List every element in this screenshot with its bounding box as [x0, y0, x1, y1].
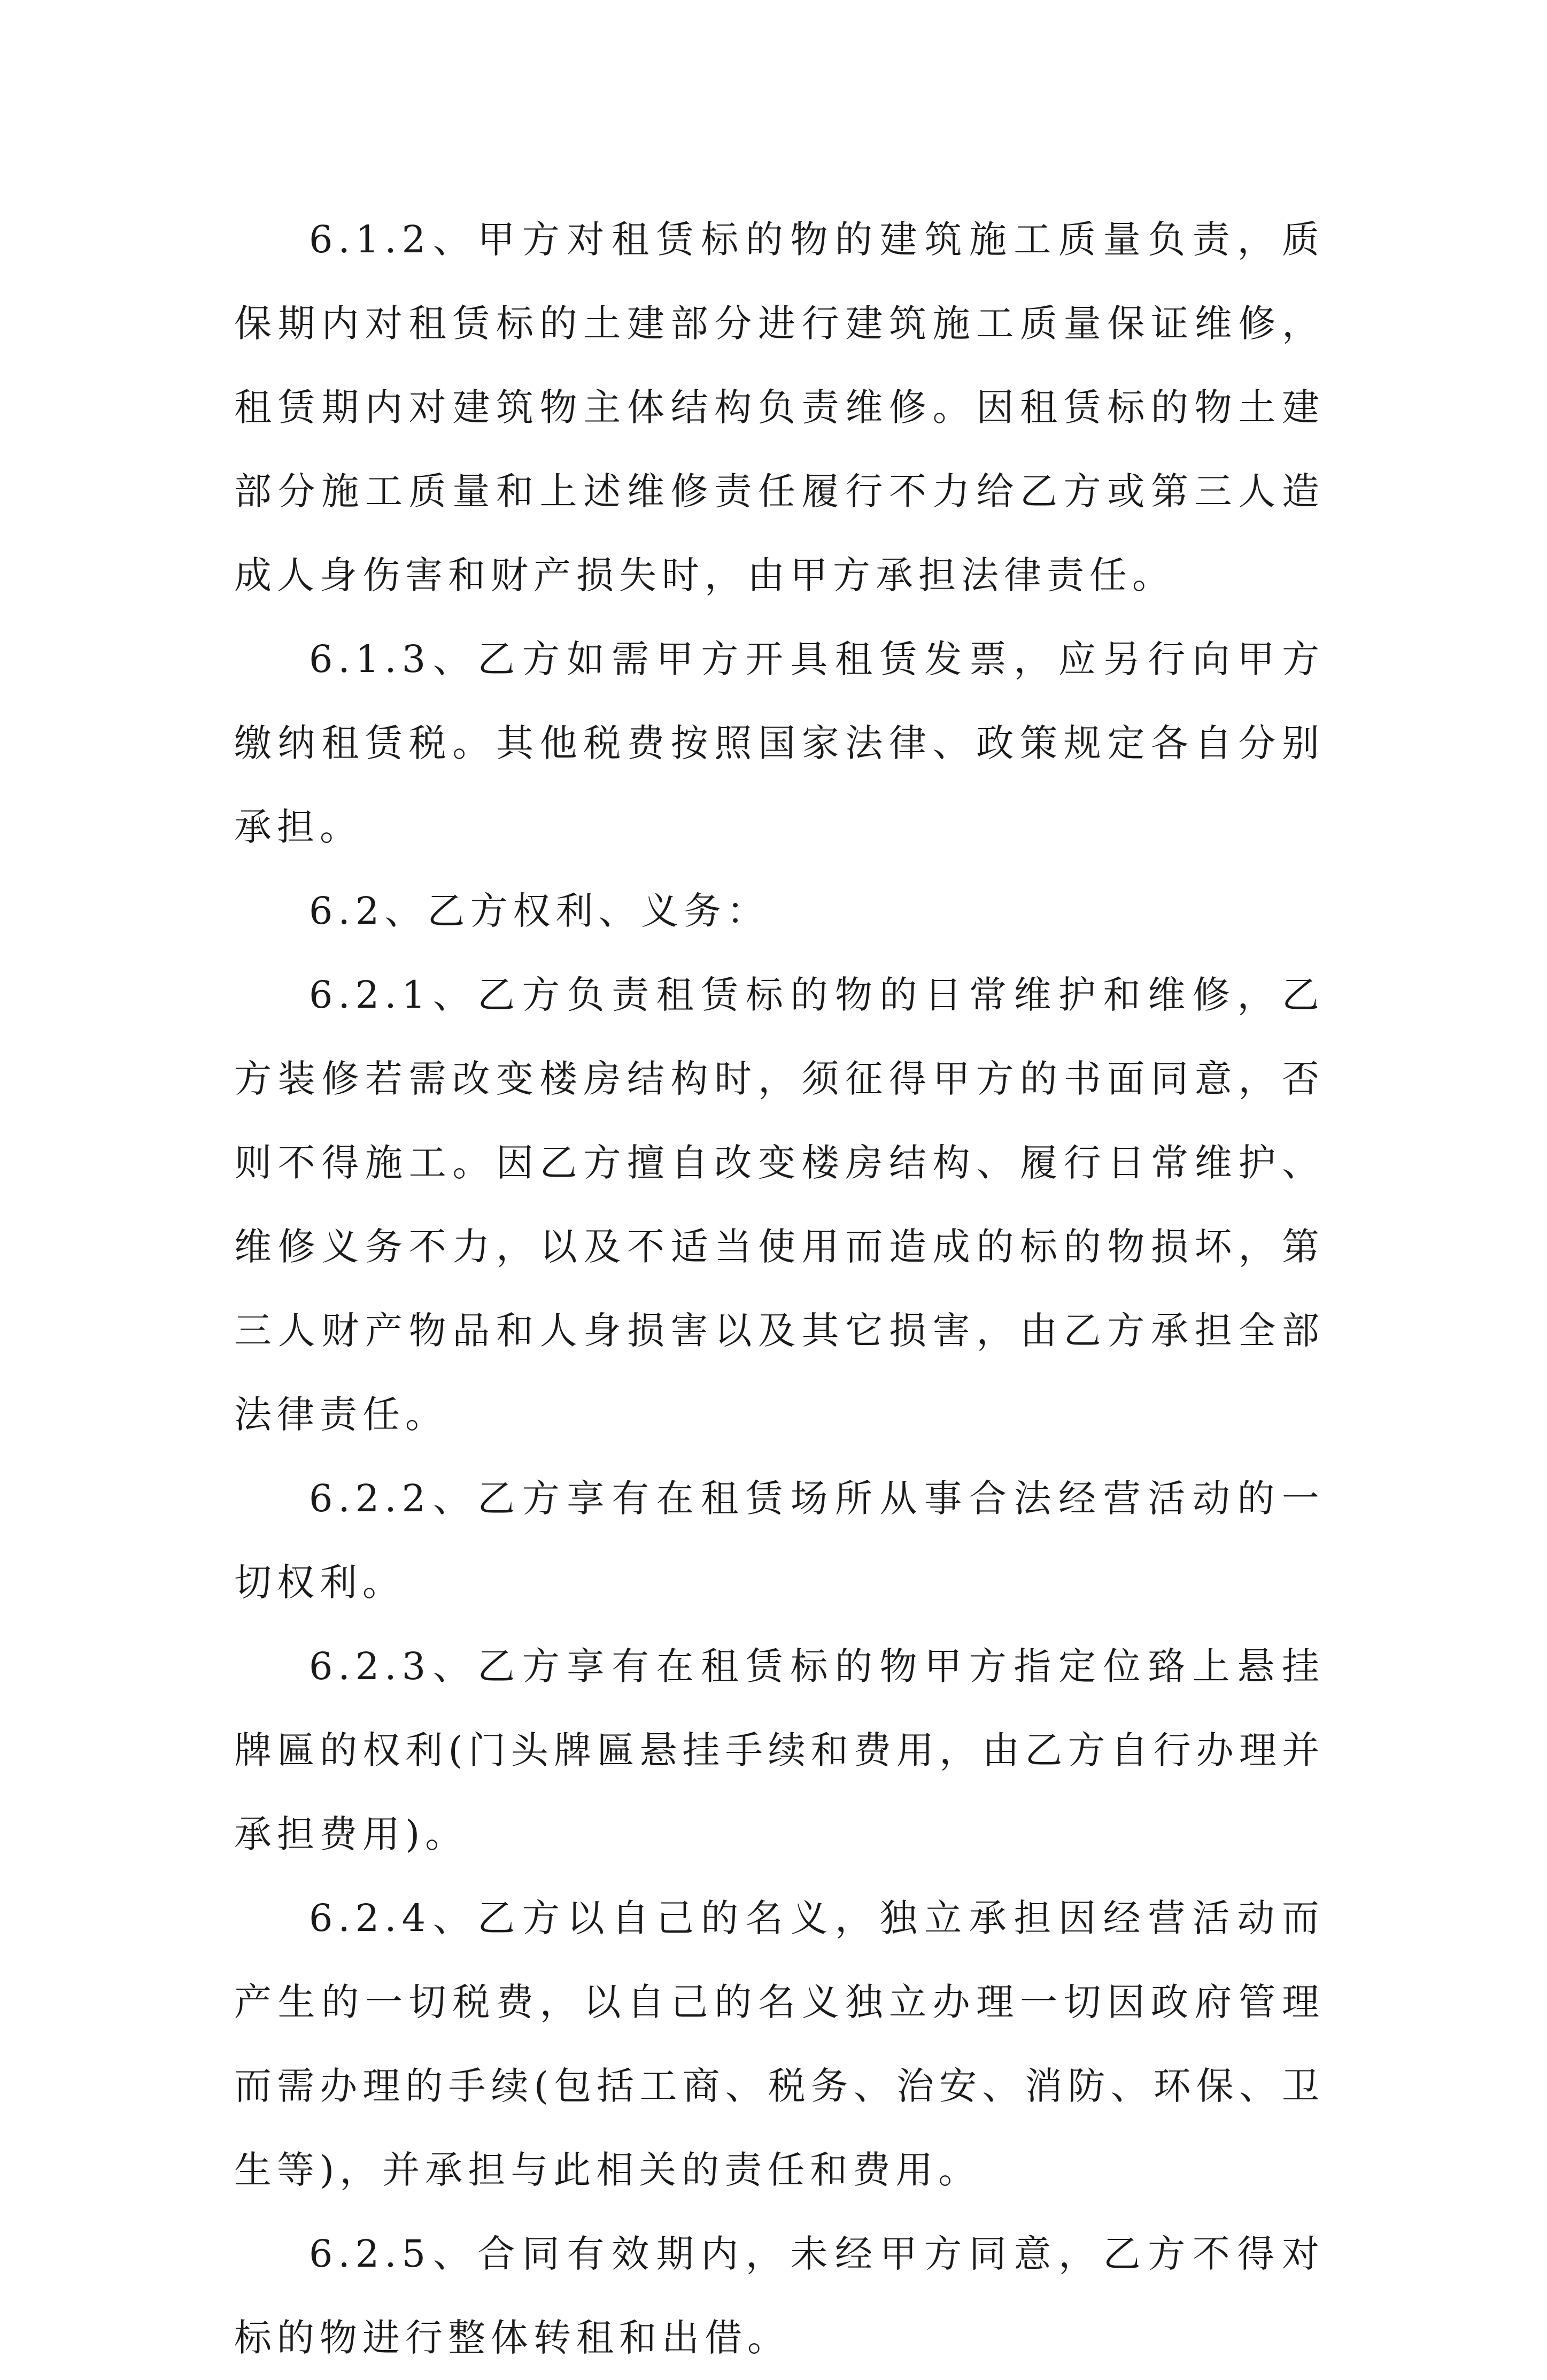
paragraph-6-2: 6.2、乙方权利、义务： — [309, 889, 770, 933]
paragraph-6-2-2: 6.2.2、乙方享有在租赁场所从事合法经营活动的一切权利。 — [234, 1477, 1325, 1604]
paragraph-6-1-3: 6.1.3、乙方如需甲方开具租赁发票，应另行向甲方缴纳租赁税。其他税费按照国家法律、政策规定各自分别承担。 — [234, 637, 1325, 849]
paragraph-6-2-3: 6.2.3、乙方享有在租赁标的物甲方指定位臵上悬挂牌匾的权利(门头牌匾悬挂手续和费用，由乙方自行办理并承担费用)。 — [234, 1644, 1325, 1856]
document-body — [234, 198, 1325, 2380]
paragraph-6-2-5: 6.2.5、合同有效期内，未经甲方同意，乙方不得对标的物进行整体转租和出借。 — [234, 2232, 1325, 2360]
paragraph-6-2-1: 6.2.1、乙方负责租赁标的物的日常维护和维修，乙方装修若需改变楼房结构时，须征得甲方的书面同意，否则不得施工。因乙方擅自改变楼房结构、履行日常维护、维修义务不力，以及不适当使用而造成的标的物损坏，第三人财产物品和人身损害以及其它损害，由乙方承担全部法律责任。 — [234, 973, 1325, 1436]
paragraph-6-2-4: 6.2.4、乙方以自己的名义，独立承担因经营活动而产生的一切税费，以自己的名义独立办理一切因政府管理而需办理的手续(包括工商、税务、治安、消防、环保、卫生等)，并承担与此相关的责任和费用。 — [234, 1896, 1325, 2192]
paragraph-6-1-2: 6.1.2、甲方对租赁标的物的建筑施工质量负责，质保期内对租赁标的土建部分进行建筑施工质量保证维修，租赁期内对建筑物主体结构负责维修。因租赁标的物土建部分施工质量和上述维修责任履行不力给乙方或第三人造成人身伤害和财产损失时，由甲方承担法律责任。 — [234, 218, 1325, 597]
